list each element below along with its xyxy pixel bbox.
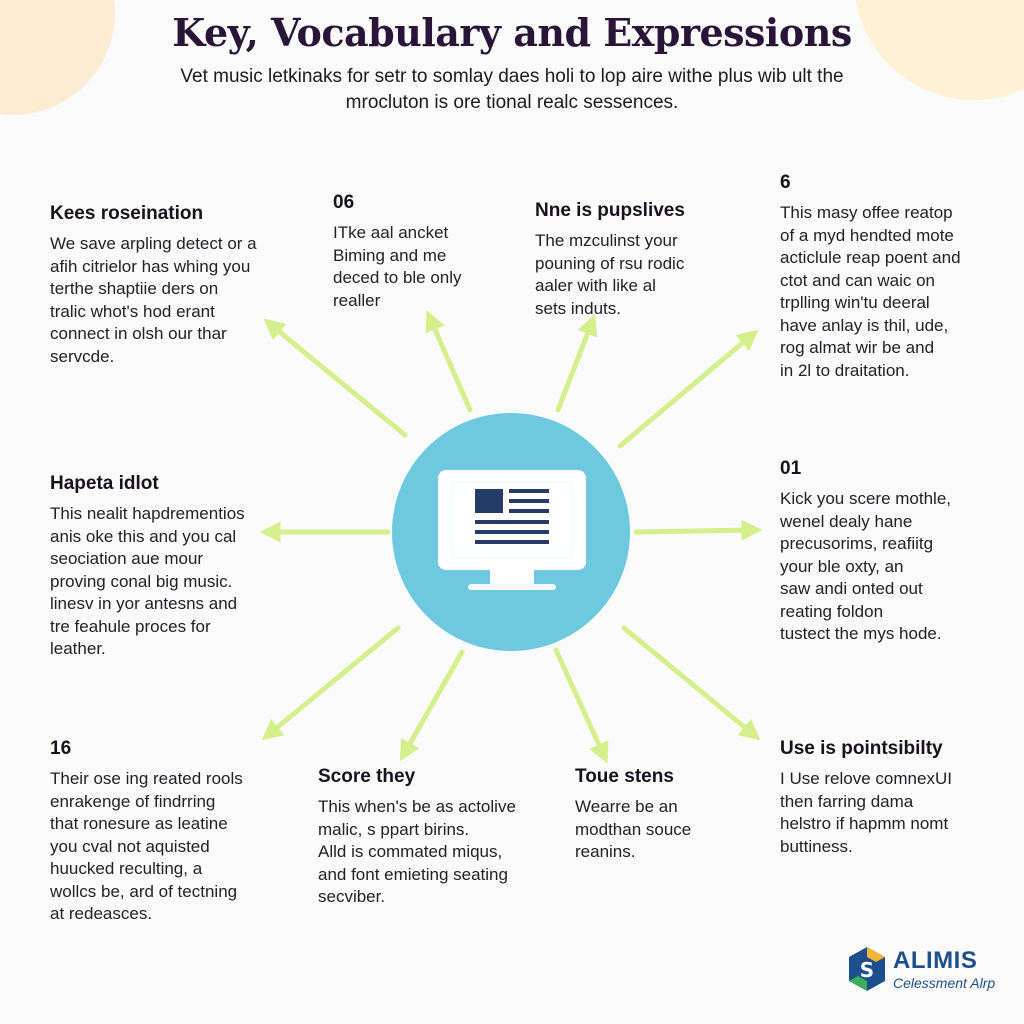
info-block <box>535 200 685 320</box>
block-text-line: servcde. <box>50 346 115 366</box>
block-text-line: ctot and can waic on <box>780 270 935 290</box>
block-text-line: Alld is commated miqus, <box>318 842 503 861</box>
block-text-line: Wearre be an <box>575 797 678 816</box>
arrow-to-block-6 <box>636 530 754 532</box>
block-text-line: huucked reculting, a <box>50 859 203 878</box>
block-text-line: connect in olsh our thar <box>50 324 227 343</box>
s-logo-icon <box>846 945 888 993</box>
page-title: Key, Vocabulary and Expressions <box>172 10 852 55</box>
block-text-line: enrakenge of findrring <box>50 791 216 811</box>
block-heading: Kees roseination <box>50 203 204 224</box>
arrow-to-block-2 <box>430 318 470 410</box>
block-text-line: at redeasces. <box>50 904 153 923</box>
brand-logo <box>846 945 1006 995</box>
block-text-line: reanins. <box>575 842 636 861</box>
block-text-line: linesv in yor antesns and <box>50 594 238 613</box>
arrow-to-block-9 <box>556 650 604 756</box>
block-text-line: anis oke this and you cal <box>50 526 237 546</box>
info-block <box>780 172 961 382</box>
block-text-line: sets induts. <box>535 298 621 318</box>
block-text-line: your ble oxty, an <box>780 556 904 576</box>
block-text-line: This when's be as actolive <box>318 797 516 816</box>
block-text-line: then farring dama <box>780 791 914 811</box>
block-heading: Use is pointsibilty <box>780 738 943 759</box>
block-text-line: leather. <box>50 639 106 658</box>
logo-name: ALIMIS <box>893 947 978 974</box>
block-heading: 06 <box>333 192 355 213</box>
logo-tagline: Celessment Alrp <box>893 975 996 991</box>
arrow-to-block-7 <box>268 628 398 735</box>
block-text-line: that ronesure as leatine <box>50 814 228 833</box>
block-text-line: saw andi onted out <box>780 579 923 598</box>
block-text-line: tre feahule proces for <box>50 616 211 636</box>
block-text-line: deced to ble only <box>333 268 462 287</box>
block-text-line: ITke aal ancket <box>333 223 449 242</box>
block-text-line: buttiness. <box>780 836 853 856</box>
block-heading: Toue stens <box>575 766 674 787</box>
block-text-line: pouning of rsu rodic <box>535 253 685 273</box>
block-text-line: precusorims, reafiitg <box>780 534 934 553</box>
arrow-to-block-1 <box>270 324 405 435</box>
block-heading: 01 <box>780 458 802 479</box>
block-text-line: rog almat wir be and <box>780 338 935 357</box>
info-block <box>780 738 952 858</box>
block-text-line: acticlule reap poent and <box>780 248 961 267</box>
block-text-line: The mzculinst your <box>535 231 678 250</box>
arrow-to-block-4 <box>620 335 752 446</box>
block-heading: Score they <box>318 766 416 787</box>
info-block <box>575 766 691 864</box>
block-text-line: tustect the mys hode. <box>780 624 942 643</box>
block-text-line: This masy offee reatop <box>780 203 953 222</box>
info-block <box>50 473 245 661</box>
block-text-line: terthe shaptiie ders on <box>50 279 219 298</box>
svg-text:S: S <box>859 958 875 982</box>
block-text-line: and font emieting seating <box>318 864 508 884</box>
block-heading: 6 <box>780 172 791 193</box>
block-heading: 16 <box>50 738 72 759</box>
block-text-line: malic, s ppart birins. <box>318 819 470 839</box>
block-text-line: realler <box>333 290 381 310</box>
block-text-line: proving conal big music. <box>50 571 233 591</box>
block-heading: Nne is pupslives <box>535 200 685 221</box>
block-text-line: reating foldon <box>780 601 884 621</box>
block-text-line: I Use relove comnexUI <box>780 769 952 788</box>
block-text-line: tralic whot's hod erant <box>50 301 215 321</box>
block-text-line: This nealit hapdrementios <box>50 504 245 523</box>
block-text-line: secviber. <box>318 887 386 906</box>
block-text-line: Biming and me <box>333 245 447 265</box>
block-text-line: modthan souce <box>575 819 692 839</box>
monitor-icon <box>438 470 586 592</box>
block-text-line: We save arpling detect or a <box>50 234 257 253</box>
arrow-to-block-10 <box>624 628 754 735</box>
arrow-to-block-8 <box>404 652 462 754</box>
info-block <box>780 458 951 646</box>
block-text-line: Kick you scere mothle, <box>780 489 952 508</box>
block-text-line: Their ose ing reated rools <box>50 769 243 788</box>
subtitle-line: Vet music letkinaks for setr to somlay daes holi to lop aire withe plus wib ult the <box>180 66 844 87</box>
block-text-line: helstro if hapmm nomt <box>780 814 949 833</box>
block-text-line: in 2l to draitation. <box>780 360 910 380</box>
block-text-line: afih citrielor has whing you <box>50 256 251 276</box>
block-text-line: aaler with like al <box>535 276 656 295</box>
block-text-line: have anlay is thil, ude, <box>780 315 949 335</box>
info-block <box>318 766 516 909</box>
arrow-to-block-3 <box>558 322 592 410</box>
block-text-line: you cval not aquisted <box>50 836 210 856</box>
block-text-line: wenel dealy hane <box>780 511 913 531</box>
info-block <box>50 738 243 926</box>
block-text-line: seociation aue mour <box>50 549 204 568</box>
info-block <box>50 203 257 368</box>
subtitle-line: mrocluton is ore tional realc sessences. <box>345 92 679 113</box>
block-text-line: wollcs be, ard of tectning <box>50 881 238 901</box>
info-block <box>333 192 462 312</box>
block-heading: Hapeta idlot <box>50 473 159 494</box>
block-text-line: of a myd hendted mote <box>780 225 954 245</box>
block-text-line: trplling win'tu deeral <box>780 293 930 312</box>
